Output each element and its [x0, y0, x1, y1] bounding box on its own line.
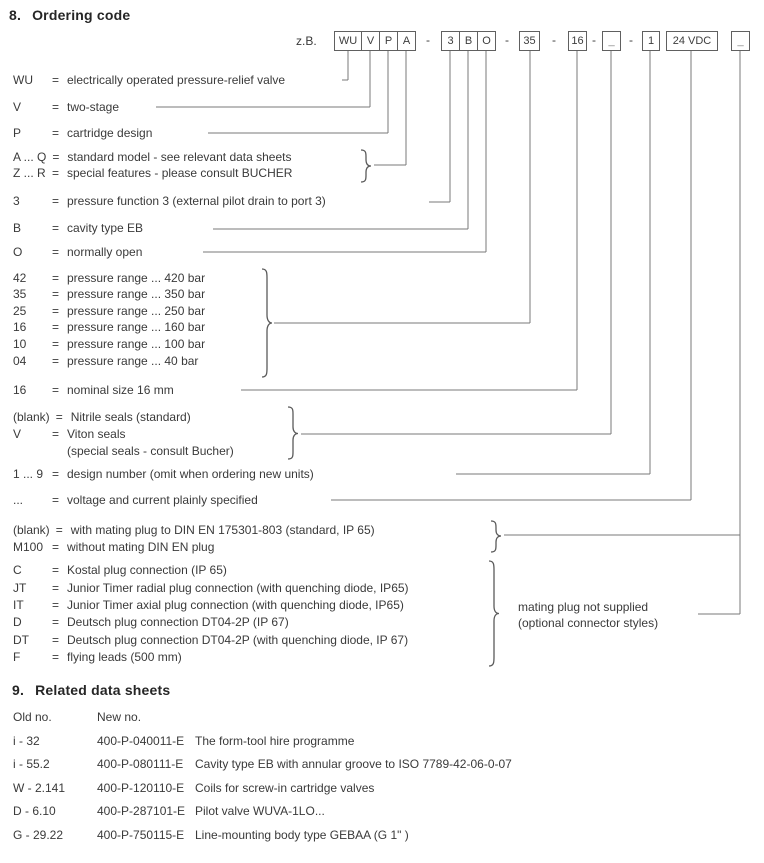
legend-code: 3: [13, 194, 20, 208]
legend-code: (blank): [13, 523, 50, 537]
legend-row: [13, 466, 314, 482]
equals-sign: =: [52, 221, 60, 235]
column-header-old-no: Old no.: [13, 710, 52, 724]
equals-sign: =: [52, 320, 60, 334]
legend-code: JT: [13, 581, 27, 595]
code-box-35: 35: [519, 31, 540, 51]
legend-text: with mating plug to DIN EN 175301-803 (standard, IP 65): [70, 523, 375, 537]
new-no-cell: 400-P-750115-E: [97, 828, 185, 842]
mating-plug-note-line2: (optional connector styles): [518, 616, 659, 630]
section9-number: 9.: [12, 682, 25, 698]
legend-row: [13, 353, 198, 369]
legend-text: pressure range ... 250 bar: [67, 304, 206, 318]
legend-row: [13, 270, 205, 286]
legend-code: DT: [13, 633, 29, 647]
legend-code: V: [13, 427, 22, 441]
equals-sign: =: [52, 354, 60, 368]
legend-row: [13, 443, 234, 459]
legend-code: 16: [13, 383, 27, 397]
legend-code: IT: [13, 598, 24, 612]
legend-code: F: [13, 650, 21, 664]
equals-sign: =: [52, 563, 60, 577]
code-separator: -: [629, 33, 633, 47]
code-box-seal-blank: _: [602, 31, 621, 51]
code-box-b: B: [459, 31, 478, 51]
equals-sign: =: [52, 337, 60, 351]
old-no-cell: D - 6.10: [13, 804, 56, 818]
legend-row: [13, 409, 191, 425]
equals-sign: =: [52, 383, 60, 397]
legend-text: pressure function 3 (external pilot drain to port 3): [67, 194, 326, 208]
legend-row: [13, 303, 205, 319]
legend-row: [13, 72, 285, 88]
legend-code: D: [13, 615, 22, 629]
brace-icon: [288, 407, 298, 459]
legend-code: 04: [13, 354, 27, 368]
code-box-16: 16: [568, 31, 587, 51]
equals-sign: =: [52, 581, 60, 595]
equals-sign: =: [52, 287, 60, 301]
brace-icon: [491, 521, 501, 552]
section8-title-text: Ordering code: [32, 7, 131, 23]
legend-row: [13, 522, 375, 538]
legend-row: [13, 632, 408, 648]
legend-row: [13, 492, 258, 508]
legend-text: Junior Timer axial plug connection (with quenching diode, IP65): [67, 598, 404, 612]
legend-code: 1 ... 9: [13, 467, 44, 481]
legend-text: pressure range ... 160 bar: [67, 320, 206, 334]
equals-sign: =: [52, 493, 60, 507]
legend-row: [13, 165, 292, 181]
column-header-new-no: New no.: [97, 710, 142, 724]
equals-sign: =: [52, 467, 60, 481]
legend-code: (blank): [13, 410, 50, 424]
legend-row: [13, 149, 292, 165]
mating-plug-note-line1: mating plug not supplied: [518, 600, 649, 614]
section8-number: 8.: [9, 7, 22, 23]
code-separator: -: [592, 33, 596, 47]
legend-text: Viton seals: [67, 427, 126, 441]
section8-title: [9, 7, 130, 23]
legend-code: P: [13, 126, 22, 140]
legend-text: without mating DIN EN plug: [67, 540, 215, 554]
code-box-o: O: [477, 31, 496, 51]
description-cell: Coils for screw-in cartridge valves: [195, 781, 375, 795]
legend-code: 25: [13, 304, 27, 318]
legend-row: [13, 286, 205, 302]
legend-text: Nitrile seals (standard): [70, 410, 191, 424]
new-no-cell: 400-P-287101-E: [97, 804, 186, 818]
legend-row: [13, 562, 227, 578]
legend-row: [13, 319, 205, 335]
code-separator: -: [426, 33, 430, 47]
legend-code: 35: [13, 287, 27, 301]
legend-row: [13, 426, 125, 442]
new-no-cell: 400-P-040011-E: [97, 734, 185, 748]
equals-sign: =: [52, 540, 60, 554]
legend-code: V: [13, 100, 22, 114]
equals-sign: =: [52, 245, 60, 259]
legend-text: pressure range ... 350 bar: [67, 287, 206, 301]
legend-text: cavity type EB: [67, 221, 144, 235]
equals-sign: =: [52, 166, 60, 180]
equals-sign: =: [52, 150, 60, 164]
description-cell: Cavity type EB with annular groove to ISO 7789-42-06-0-07: [195, 757, 512, 771]
equals-sign: =: [52, 615, 60, 629]
legend-row: [13, 614, 289, 630]
legend-text: special features - please consult BUCHER: [67, 166, 293, 180]
code-box-p: P: [379, 31, 398, 51]
code-box-voltage: 24 VDC: [666, 31, 718, 51]
code-box-3: 3: [441, 31, 460, 51]
legend-text: electrically operated pressure-relief valve: [67, 73, 286, 87]
legend-text: pressure range ... 100 bar: [67, 337, 206, 351]
legend-row: [13, 649, 182, 665]
equals-sign: =: [52, 598, 60, 612]
section9-title: [12, 682, 170, 698]
legend-code: 42: [13, 271, 27, 285]
table-row: [13, 804, 325, 820]
legend-code: C: [13, 563, 22, 577]
code-box-connector-blank: _: [731, 31, 750, 51]
table-row: [13, 757, 512, 773]
legend-row: [13, 220, 143, 236]
table-row: [13, 828, 409, 844]
description-cell: Line-mounting body type GEBAA (G 1" ): [195, 828, 409, 842]
legend-text: (special seals - consult Bucher): [67, 444, 234, 458]
new-no-cell: 400-P-120110-E: [97, 781, 185, 795]
old-no-cell: i - 55.2: [13, 757, 50, 771]
legend-code: Z ... R: [13, 166, 46, 180]
brace-icon: [489, 561, 499, 666]
brace-icon: [361, 150, 371, 182]
equals-sign: =: [52, 650, 60, 664]
legend-row: [13, 193, 326, 209]
equals-sign: =: [55, 523, 63, 537]
legend-text: nominal size 16 mm: [67, 383, 174, 397]
legend-text: flying leads (500 mm): [67, 650, 182, 664]
legend-text: voltage and current plainly specified: [67, 493, 258, 507]
equals-sign: =: [52, 633, 60, 647]
legend-text: Deutsch plug connection DT04-2P (with quenching diode, IP 67): [67, 633, 409, 647]
code-separator: -: [505, 33, 509, 47]
legend-text: Deutsch plug connection DT04-2P (IP 67): [67, 615, 289, 629]
table-header-row: [13, 710, 195, 726]
legend-text: cartridge design: [67, 126, 153, 140]
section9-title-text: Related data sheets: [35, 682, 171, 698]
code-box-wu: WU: [334, 31, 362, 51]
legend-text: pressure range ... 40 bar: [67, 354, 199, 368]
legend-row: [13, 597, 404, 613]
code-box-design-1: 1: [642, 31, 660, 51]
code-box-v: V: [361, 31, 380, 51]
legend-code: A ... Q: [13, 150, 47, 164]
equals-sign: =: [52, 126, 60, 140]
legend-text: normally open: [67, 245, 143, 259]
equals-sign: =: [52, 304, 60, 318]
old-no-cell: W - 2.141: [13, 781, 66, 795]
equals-sign: =: [55, 410, 63, 424]
legend-row: [13, 125, 152, 141]
legend-code: 10: [13, 337, 27, 351]
description-cell: Pilot valve WUVA-1LO...: [195, 804, 325, 818]
legend-code: M100: [13, 540, 44, 554]
legend-code: O: [13, 245, 23, 259]
new-no-cell: 400-P-080111-E: [97, 757, 184, 771]
mating-plug-note: [518, 599, 658, 631]
legend-code: B: [13, 221, 22, 235]
legend-row: [13, 580, 409, 596]
legend-row: [13, 382, 174, 398]
legend-text: pressure range ... 420 bar: [67, 271, 206, 285]
equals-sign: =: [52, 271, 60, 285]
legend-row: [13, 336, 205, 352]
legend-text: Junior Timer radial plug connection (with quenching diode, IP65): [67, 581, 409, 595]
old-no-cell: G - 29.22: [13, 828, 64, 842]
code-box-a: A: [397, 31, 416, 51]
legend-row: [13, 539, 214, 555]
brace-icon: [262, 269, 272, 377]
old-no-cell: i - 32: [13, 734, 40, 748]
equals-sign: =: [52, 100, 60, 114]
equals-sign: =: [52, 194, 60, 208]
legend-code: ...: [13, 493, 24, 507]
legend-text: two-stage: [67, 100, 120, 114]
legend-text: Kostal plug connection (IP 65): [67, 563, 227, 577]
legend-row: [13, 99, 119, 115]
legend-text: design number (omit when ordering new units): [67, 467, 314, 481]
legend-text: standard model - see relevant data sheets: [67, 150, 292, 164]
table-row: [13, 734, 354, 750]
equals-sign: =: [52, 427, 60, 441]
legend-code: 16: [13, 320, 27, 334]
legend-row: [13, 244, 142, 260]
table-row: [13, 781, 374, 797]
legend-code: WU: [13, 73, 33, 87]
description-cell: The form-tool hire programme: [195, 734, 355, 748]
equals-sign: =: [52, 73, 60, 87]
example-label: z.B.: [296, 34, 317, 48]
code-separator: -: [552, 33, 556, 47]
